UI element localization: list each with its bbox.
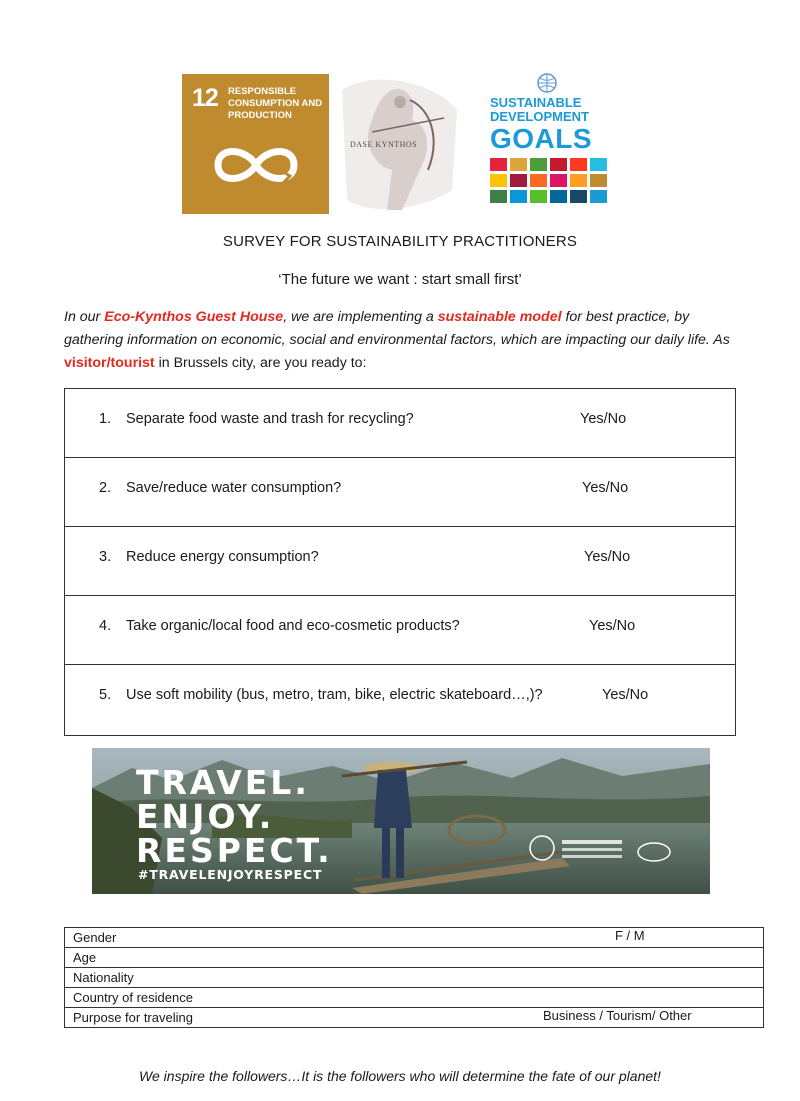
detail-label: Nationality [73,970,134,985]
sdg-tile-icon [590,174,607,187]
sdg-tile-icon [550,174,567,187]
detail-label: Country of residence [73,990,193,1005]
intro-text-1: In our [64,309,105,325]
intro-highlight-visitor: visitor/tourist [64,355,155,371]
sdg-tile-icon [530,174,547,187]
sdg-tile-icon [530,190,547,203]
sdg-tile-icon [530,158,547,171]
detail-value[interactable]: Business / Tourism/ Other [543,1008,692,1023]
question-number: 4. [99,618,112,634]
question-row [65,527,735,596]
sdgs-logo [482,70,622,216]
table-row [65,988,764,1008]
yes-no-answer[interactable]: Yes/No [602,687,649,703]
respondent-details-table [64,927,764,1028]
intro-text-3: for best practice, by gathering information on economic, social and environmental factors, which are impacting our daily life. As [64,309,730,348]
detail-cell[interactable] [65,948,764,968]
question-number: 1. [99,411,112,427]
banner-line-travel: TRAVEL. [136,763,310,802]
sdg-tile-icon [490,174,507,187]
yes-no-answer[interactable]: Yes/No [582,480,629,496]
yes-no-answer[interactable]: Yes/No [580,411,627,427]
detail-cell[interactable] [65,968,764,988]
question-text: Take organic/local food and eco-cosmetic products? [126,618,460,634]
question-text: Separate food waste and trash for recycling? [126,411,414,427]
sdg-tile-icon [590,190,607,203]
page-subtitle: ‘The future we want : start small first’ [278,271,522,288]
sdg-tile-icon [510,174,527,187]
sdg-tile-icon [510,190,527,203]
question-row [65,458,735,527]
sdg-tile-icon [490,190,507,203]
infinity-icon [210,140,302,190]
sdg12-text: RESPONSIBLE CONSUMPTION AND PRODUCTION [228,86,323,121]
dase-label: DASE KYNTHOS [350,140,418,149]
banner-hashtag: #TRAVELENJOYRESPECT [138,867,323,882]
table-row [65,1008,764,1028]
intro-paragraph [64,306,744,375]
table-row [65,968,764,988]
detail-value[interactable]: F / M [615,928,645,943]
banner-line-respect: RESPECT. [136,831,333,870]
question-number: 3. [99,549,112,565]
sdg-tile-icon [590,158,607,171]
sdg-tile-icon [490,158,507,171]
question-number: 2. [99,480,112,496]
banner-line-enjoy: ENJOY. [136,797,275,836]
question-text: Save/reduce water consumption? [126,480,342,496]
table-row [65,928,764,948]
sdg-tile-icon [550,158,567,171]
sdg12-number: 12 [192,84,218,112]
detail-cell[interactable] [65,928,764,948]
sdg-tile-icon [570,158,587,171]
detail-label: Gender [73,930,117,945]
sdg-tile-icon [570,190,587,203]
logo-strip [182,70,622,216]
dase-kynthos-logo [332,70,467,216]
yes-no-answer[interactable]: Yes/No [589,618,636,634]
detail-cell[interactable] [65,988,764,1008]
question-row [65,596,735,665]
sdg-tile-icon [510,158,527,171]
questions-table [64,388,736,736]
question-text: Use soft mobility (bus, metro, tram, bike, electric skateboard…,)? [126,687,543,703]
detail-label: Age [73,950,97,965]
intro-text-4: in Brussels city, are you ready to: [154,355,367,371]
sdg-tile-icon [550,190,567,203]
intro-highlight-guesthouse: Eco-Kynthos Guest House [104,309,284,325]
question-text: Reduce energy consumption? [126,549,319,565]
question-number: 5. [99,687,112,703]
sdgs-line1: SUSTAINABLE DEVELOPMENT [490,95,589,124]
page-title: SURVEY FOR SUSTAINABILITY PRACTITIONERS [222,233,578,250]
yes-no-answer[interactable]: Yes/No [584,549,631,565]
un-emblem-icon [534,72,560,94]
question-row [65,389,735,458]
sdg-tile-icon [570,174,587,187]
detail-label: Purpose for traveling [73,1010,193,1025]
sdgs-line2: GOALS [490,123,593,154]
intro-highlight-model: sustainable model [437,309,562,325]
sdg12-logo [182,74,329,214]
question-row [65,665,735,735]
footer-quote: We inspire the followers…It is the followers who will determine the fate of our planet! [139,1068,661,1084]
travel-banner [92,748,710,894]
intro-text-2: , we are implementing a [283,309,438,325]
sdg-icon-grid [490,158,608,203]
table-row [65,948,764,968]
detail-cell[interactable] [65,1008,764,1028]
